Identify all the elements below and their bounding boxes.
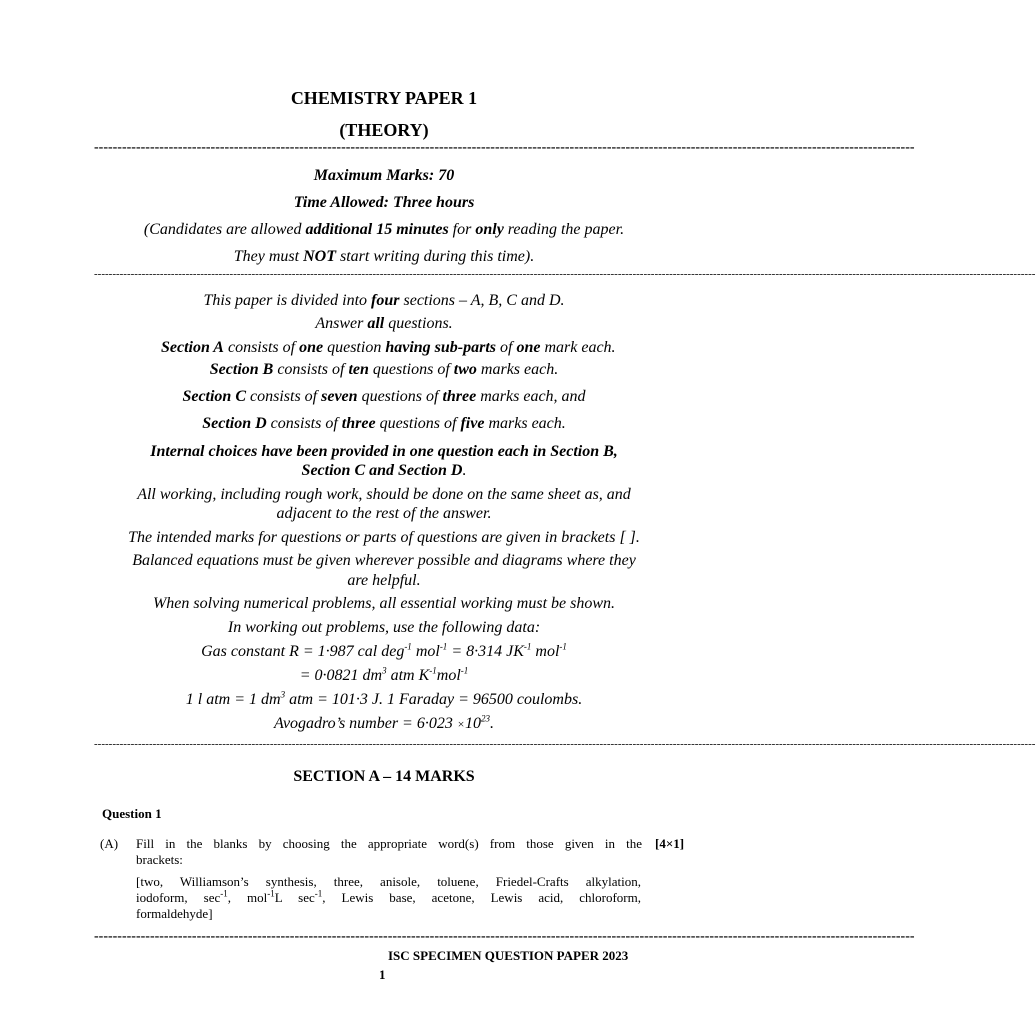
avogadro-line: Avogadro’s number = $6\cdot 023 \times 10^{23}$. xyxy=(274,713,494,732)
question-1a-text-line-1: Fill in the blanks by choosing the appropriate word(s) from those given in the xyxy=(136,836,642,851)
balanced-equations-line-1: Balanced equations must be given wherever possible and diagrams where they xyxy=(132,552,636,569)
section-d-description: Section D consists of three questions of five marks each. xyxy=(202,415,566,432)
numerical-note: When solving numerical problems, all essential working must be shown. xyxy=(152,595,616,612)
question-1a-marks: [4×1] xyxy=(655,836,685,851)
question-1a-options-line-3: formaldehyde] xyxy=(136,906,213,921)
section-c-description: Section C consists of seven questions of three marks each, and xyxy=(182,388,586,405)
question-1a-options-line-1: [two, Williamson’s synthesis, three, anisole, toluene, Friedel-Crafts alkylation, xyxy=(136,874,641,889)
divider-light-2: ----------------------------------------------------------------------------------------------------------------------------------------------------------------------------------------------------------------------------------------------------------------- xyxy=(94,738,1035,750)
question-1a-text-line-2: brackets: xyxy=(136,852,183,867)
divider-heavy-top: -------------------------------------------------------------------------------------------------------------------------------------------------------------------------------- xyxy=(94,140,915,155)
page-number: 1 xyxy=(379,967,386,982)
footer-label: ISC SPECIMEN QUESTION PAPER 2023 xyxy=(388,948,629,963)
internal-choice-line-2: Section C and Section D. xyxy=(301,462,467,479)
paper-title: CHEMISTRY PAPER 1 xyxy=(290,88,478,108)
paper-division-note: This paper is divided into four sections – A, B, C and D. xyxy=(203,292,565,309)
working-note-line-2: adjacent to the rest of the answer. xyxy=(276,505,492,522)
paper-subtitle: (THEORY) xyxy=(339,120,429,140)
question-1a-options-line-2: iodoform, $\sec^{-1}$, mol$^{-1}$L $\sec^{-1}$, Lewis base, acetone, Lewis acid, chloroform, xyxy=(136,888,641,905)
data-intro: In working out problems, use the following data: xyxy=(227,619,541,636)
time-allowed: Time Allowed: Three hours xyxy=(293,194,475,211)
section-a-description: Section A consists of one question having sub-parts of one mark each. xyxy=(161,339,616,356)
marks-bracket-note: The intended marks for questions or parts of questions are given in brackets [ ]. xyxy=(128,529,640,546)
divider-light-1: ----------------------------------------------------------------------------------------------------------------------------------------------------------------------------------------------------------------------------------------------------------------- xyxy=(94,268,1035,280)
answer-all-note: Answer all questions. xyxy=(315,315,453,332)
section-b-description: Section B consists of ten questions of two marks each. xyxy=(209,361,559,378)
gas-constant-line-1: Gas constant R = 1·987 cal deg$^{-1}$ mol$^{-1}$ = 8·314 $JK^{-1}$ mol$^{-1}$ xyxy=(201,641,567,660)
atm-faraday-line: 1 l atm = 1 $dm^3$ atm = 101·3 J. 1 Faraday = 96500 coulombs. xyxy=(185,689,583,708)
divider-heavy-bottom: -------------------------------------------------------------------------------------------------------------------------------------------------------------------------------- xyxy=(94,929,915,944)
internal-choice-line-1: Internal choices have been provided in one question each in Section B, xyxy=(150,443,618,460)
gas-constant-line-2: = 0·0821 $dm^3$ atm $K^{-1}mol^{-1}$ xyxy=(299,665,469,684)
maximum-marks: Maximum Marks: 70 xyxy=(313,167,455,184)
balanced-equations-line-2: are helpful. xyxy=(347,572,421,589)
candidates-note: (Candidates are allowed additional 15 minutes for only reading the paper. xyxy=(143,221,625,238)
question-1a-part-label: (A) xyxy=(100,836,119,851)
section-a-heading: SECTION A – 14 MARKS xyxy=(293,768,475,785)
no-writing-note: They must NOT start writing during this time). xyxy=(233,248,535,265)
question-1-label: Question 1 xyxy=(102,806,162,821)
working-note-line-1: All working, including rough work, should be done on the same sheet as, and xyxy=(137,486,631,503)
